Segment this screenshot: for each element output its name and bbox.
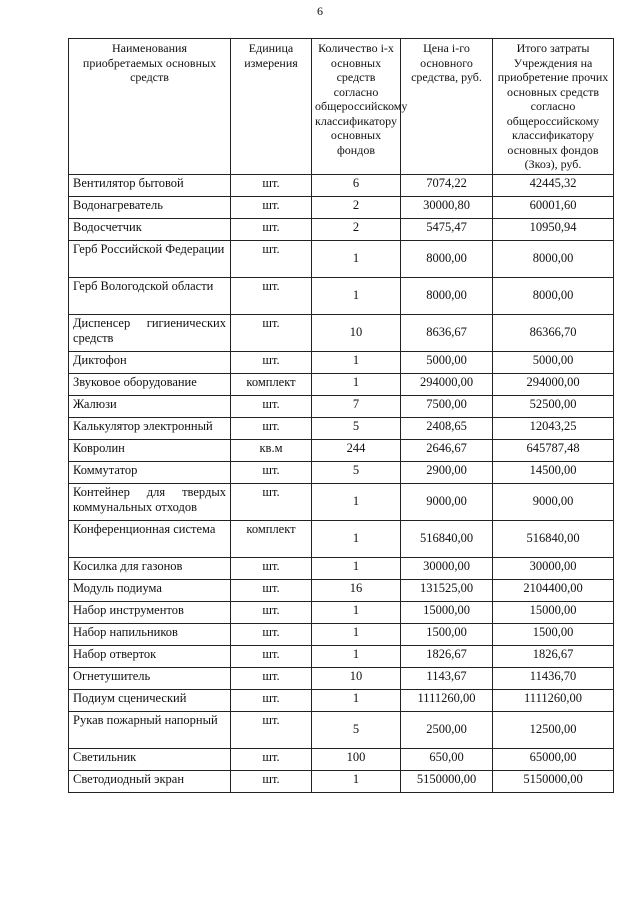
table-row bbox=[69, 351, 614, 373]
cell-total: 5000,00 bbox=[493, 351, 614, 373]
header-total: Итого затраты Учреждения на приобретение прочих основных средств согласно общероссийскому классификатору основных фондов (Зкоз), руб. bbox=[493, 39, 614, 175]
fixed-assets-table bbox=[68, 38, 614, 793]
cell-name: Рукав пожарный напорный bbox=[69, 711, 231, 748]
cell-total: 86366,70 bbox=[493, 314, 614, 351]
cell-total: 1111260,00 bbox=[493, 689, 614, 711]
cell-unit: шт. bbox=[231, 748, 312, 770]
table-row bbox=[69, 218, 614, 240]
table-row bbox=[69, 196, 614, 218]
cell-price: 2900,00 bbox=[401, 461, 493, 483]
cell-total: 12500,00 bbox=[493, 711, 614, 748]
cell-unit: шт. bbox=[231, 277, 312, 314]
cell-qty: 2 bbox=[312, 196, 401, 218]
cell-price: 30000,80 bbox=[401, 196, 493, 218]
cell-name: Набор инструментов bbox=[69, 601, 231, 623]
table-row bbox=[69, 174, 614, 196]
cell-unit: шт. bbox=[231, 711, 312, 748]
cell-unit: шт. bbox=[231, 240, 312, 277]
cell-qty: 2 bbox=[312, 218, 401, 240]
cell-unit: шт. bbox=[231, 667, 312, 689]
header-name: Наименования приобретаемых основных средств bbox=[69, 39, 231, 175]
cell-qty: 1 bbox=[312, 520, 401, 557]
table-row bbox=[69, 557, 614, 579]
cell-name: Калькулятор электронный bbox=[69, 417, 231, 439]
table-row bbox=[69, 623, 614, 645]
table-row bbox=[69, 770, 614, 792]
cell-name: Водосчетчик bbox=[69, 218, 231, 240]
table-row bbox=[69, 240, 614, 277]
cell-price: 1111260,00 bbox=[401, 689, 493, 711]
cell-name: Светильник bbox=[69, 748, 231, 770]
cell-unit: шт. bbox=[231, 689, 312, 711]
cell-qty: 1 bbox=[312, 557, 401, 579]
cell-qty: 1 bbox=[312, 689, 401, 711]
cell-price: 9000,00 bbox=[401, 483, 493, 520]
cell-name: Набор напильников bbox=[69, 623, 231, 645]
cell-total: 12043,25 bbox=[493, 417, 614, 439]
cell-total: 294000,00 bbox=[493, 373, 614, 395]
cell-qty: 1 bbox=[312, 770, 401, 792]
cell-qty: 100 bbox=[312, 748, 401, 770]
cell-unit: комплект bbox=[231, 520, 312, 557]
cell-name: Жалюзи bbox=[69, 395, 231, 417]
table-row bbox=[69, 461, 614, 483]
cell-total: 65000,00 bbox=[493, 748, 614, 770]
cell-unit: шт. bbox=[231, 174, 312, 196]
cell-qty: 16 bbox=[312, 579, 401, 601]
cell-total: 9000,00 bbox=[493, 483, 614, 520]
page-number: 6 bbox=[317, 4, 323, 18]
cell-price: 1826,67 bbox=[401, 645, 493, 667]
cell-total: 5150000,00 bbox=[493, 770, 614, 792]
table-row bbox=[69, 601, 614, 623]
header-qty: Количество i-х основных средств согласно общероссийскому классификатору основных фондов bbox=[312, 39, 401, 175]
cell-unit: шт. bbox=[231, 314, 312, 351]
cell-name: Косилка для газонов bbox=[69, 557, 231, 579]
cell-total: 1500,00 bbox=[493, 623, 614, 645]
cell-name: Диктофон bbox=[69, 351, 231, 373]
cell-qty: 1 bbox=[312, 601, 401, 623]
cell-unit: шт. bbox=[231, 196, 312, 218]
cell-qty: 1 bbox=[312, 240, 401, 277]
cell-unit: шт. bbox=[231, 461, 312, 483]
cell-total: 2104400,00 bbox=[493, 579, 614, 601]
cell-name: Конференционная система bbox=[69, 520, 231, 557]
table-row bbox=[69, 417, 614, 439]
cell-qty: 10 bbox=[312, 314, 401, 351]
cell-total: 60001,60 bbox=[493, 196, 614, 218]
table-row bbox=[69, 439, 614, 461]
cell-qty: 1 bbox=[312, 373, 401, 395]
cell-qty: 1 bbox=[312, 483, 401, 520]
cell-total: 52500,00 bbox=[493, 395, 614, 417]
cell-name: Вентилятор бытовой bbox=[69, 174, 231, 196]
cell-unit: кв.м bbox=[231, 439, 312, 461]
cell-unit: шт. bbox=[231, 623, 312, 645]
cell-name: Набор отверток bbox=[69, 645, 231, 667]
cell-total: 1826,67 bbox=[493, 645, 614, 667]
cell-name: Коммутатор bbox=[69, 461, 231, 483]
cell-qty: 1 bbox=[312, 645, 401, 667]
cell-unit: шт. bbox=[231, 417, 312, 439]
table-row bbox=[69, 395, 614, 417]
cell-name: Водонагреватель bbox=[69, 196, 231, 218]
cell-total: 14500,00 bbox=[493, 461, 614, 483]
table-row bbox=[69, 645, 614, 667]
cell-price: 7074,22 bbox=[401, 174, 493, 196]
cell-price: 1143,67 bbox=[401, 667, 493, 689]
cell-price: 8000,00 bbox=[401, 240, 493, 277]
cell-unit: шт. bbox=[231, 351, 312, 373]
cell-name: Светодиодный экран bbox=[69, 770, 231, 792]
cell-unit: шт. bbox=[231, 601, 312, 623]
cell-price: 131525,00 bbox=[401, 579, 493, 601]
cell-unit: шт. bbox=[231, 395, 312, 417]
cell-total: 516840,00 bbox=[493, 520, 614, 557]
cell-total: 30000,00 bbox=[493, 557, 614, 579]
cell-price: 2646,67 bbox=[401, 439, 493, 461]
cell-qty: 6 bbox=[312, 174, 401, 196]
cell-qty: 5 bbox=[312, 461, 401, 483]
cell-qty: 244 bbox=[312, 439, 401, 461]
cell-price: 5000,00 bbox=[401, 351, 493, 373]
table-row bbox=[69, 483, 614, 520]
cell-price: 2500,00 bbox=[401, 711, 493, 748]
cell-price: 15000,00 bbox=[401, 601, 493, 623]
cell-price: 1500,00 bbox=[401, 623, 493, 645]
cell-name: Герб Вологодской области bbox=[69, 277, 231, 314]
table-row bbox=[69, 520, 614, 557]
cell-qty: 1 bbox=[312, 623, 401, 645]
cell-total: 15000,00 bbox=[493, 601, 614, 623]
cell-total: 645787,48 bbox=[493, 439, 614, 461]
cell-name: Модуль подиума bbox=[69, 579, 231, 601]
header-price: Цена i-го основного средства, руб. bbox=[401, 39, 493, 175]
header-unit: Единица измерения bbox=[231, 39, 312, 175]
cell-price: 650,00 bbox=[401, 748, 493, 770]
table-header-row bbox=[69, 39, 614, 175]
cell-unit: шт. bbox=[231, 557, 312, 579]
cell-price: 2408,65 bbox=[401, 417, 493, 439]
cell-total: 8000,00 bbox=[493, 240, 614, 277]
cell-name: Звуковое оборудование bbox=[69, 373, 231, 395]
table-row bbox=[69, 579, 614, 601]
cell-qty: 5 bbox=[312, 711, 401, 748]
cell-price: 516840,00 bbox=[401, 520, 493, 557]
cell-qty: 5 bbox=[312, 417, 401, 439]
table-row bbox=[69, 748, 614, 770]
cell-name: Диспенсер гигиенических средств bbox=[69, 314, 231, 351]
table-row bbox=[69, 277, 614, 314]
cell-price: 8636,67 bbox=[401, 314, 493, 351]
cell-name: Герб Российской Федерации bbox=[69, 240, 231, 277]
cell-price: 5475,47 bbox=[401, 218, 493, 240]
cell-name: Подиум сценический bbox=[69, 689, 231, 711]
table-row bbox=[69, 711, 614, 748]
table-row bbox=[69, 373, 614, 395]
cell-qty: 7 bbox=[312, 395, 401, 417]
cell-unit: шт. bbox=[231, 483, 312, 520]
cell-qty: 1 bbox=[312, 277, 401, 314]
cell-total: 10950,94 bbox=[493, 218, 614, 240]
cell-name: Контейнер для твердых коммунальных отходов bbox=[69, 483, 231, 520]
cell-qty: 1 bbox=[312, 351, 401, 373]
table-row bbox=[69, 314, 614, 351]
table-row bbox=[69, 689, 614, 711]
cell-price: 7500,00 bbox=[401, 395, 493, 417]
table-row bbox=[69, 667, 614, 689]
cell-price: 294000,00 bbox=[401, 373, 493, 395]
cell-unit: шт. bbox=[231, 770, 312, 792]
cell-total: 42445,32 bbox=[493, 174, 614, 196]
table-body bbox=[69, 174, 614, 792]
cell-price: 8000,00 bbox=[401, 277, 493, 314]
cell-name: Ковролин bbox=[69, 439, 231, 461]
cell-price: 5150000,00 bbox=[401, 770, 493, 792]
cell-total: 8000,00 bbox=[493, 277, 614, 314]
cell-unit: шт. bbox=[231, 645, 312, 667]
cell-name: Огнетушитель bbox=[69, 667, 231, 689]
cell-total: 11436,70 bbox=[493, 667, 614, 689]
cell-unit: шт. bbox=[231, 579, 312, 601]
cell-price: 30000,00 bbox=[401, 557, 493, 579]
cell-unit: шт. bbox=[231, 218, 312, 240]
cell-qty: 10 bbox=[312, 667, 401, 689]
cell-unit: комплект bbox=[231, 373, 312, 395]
